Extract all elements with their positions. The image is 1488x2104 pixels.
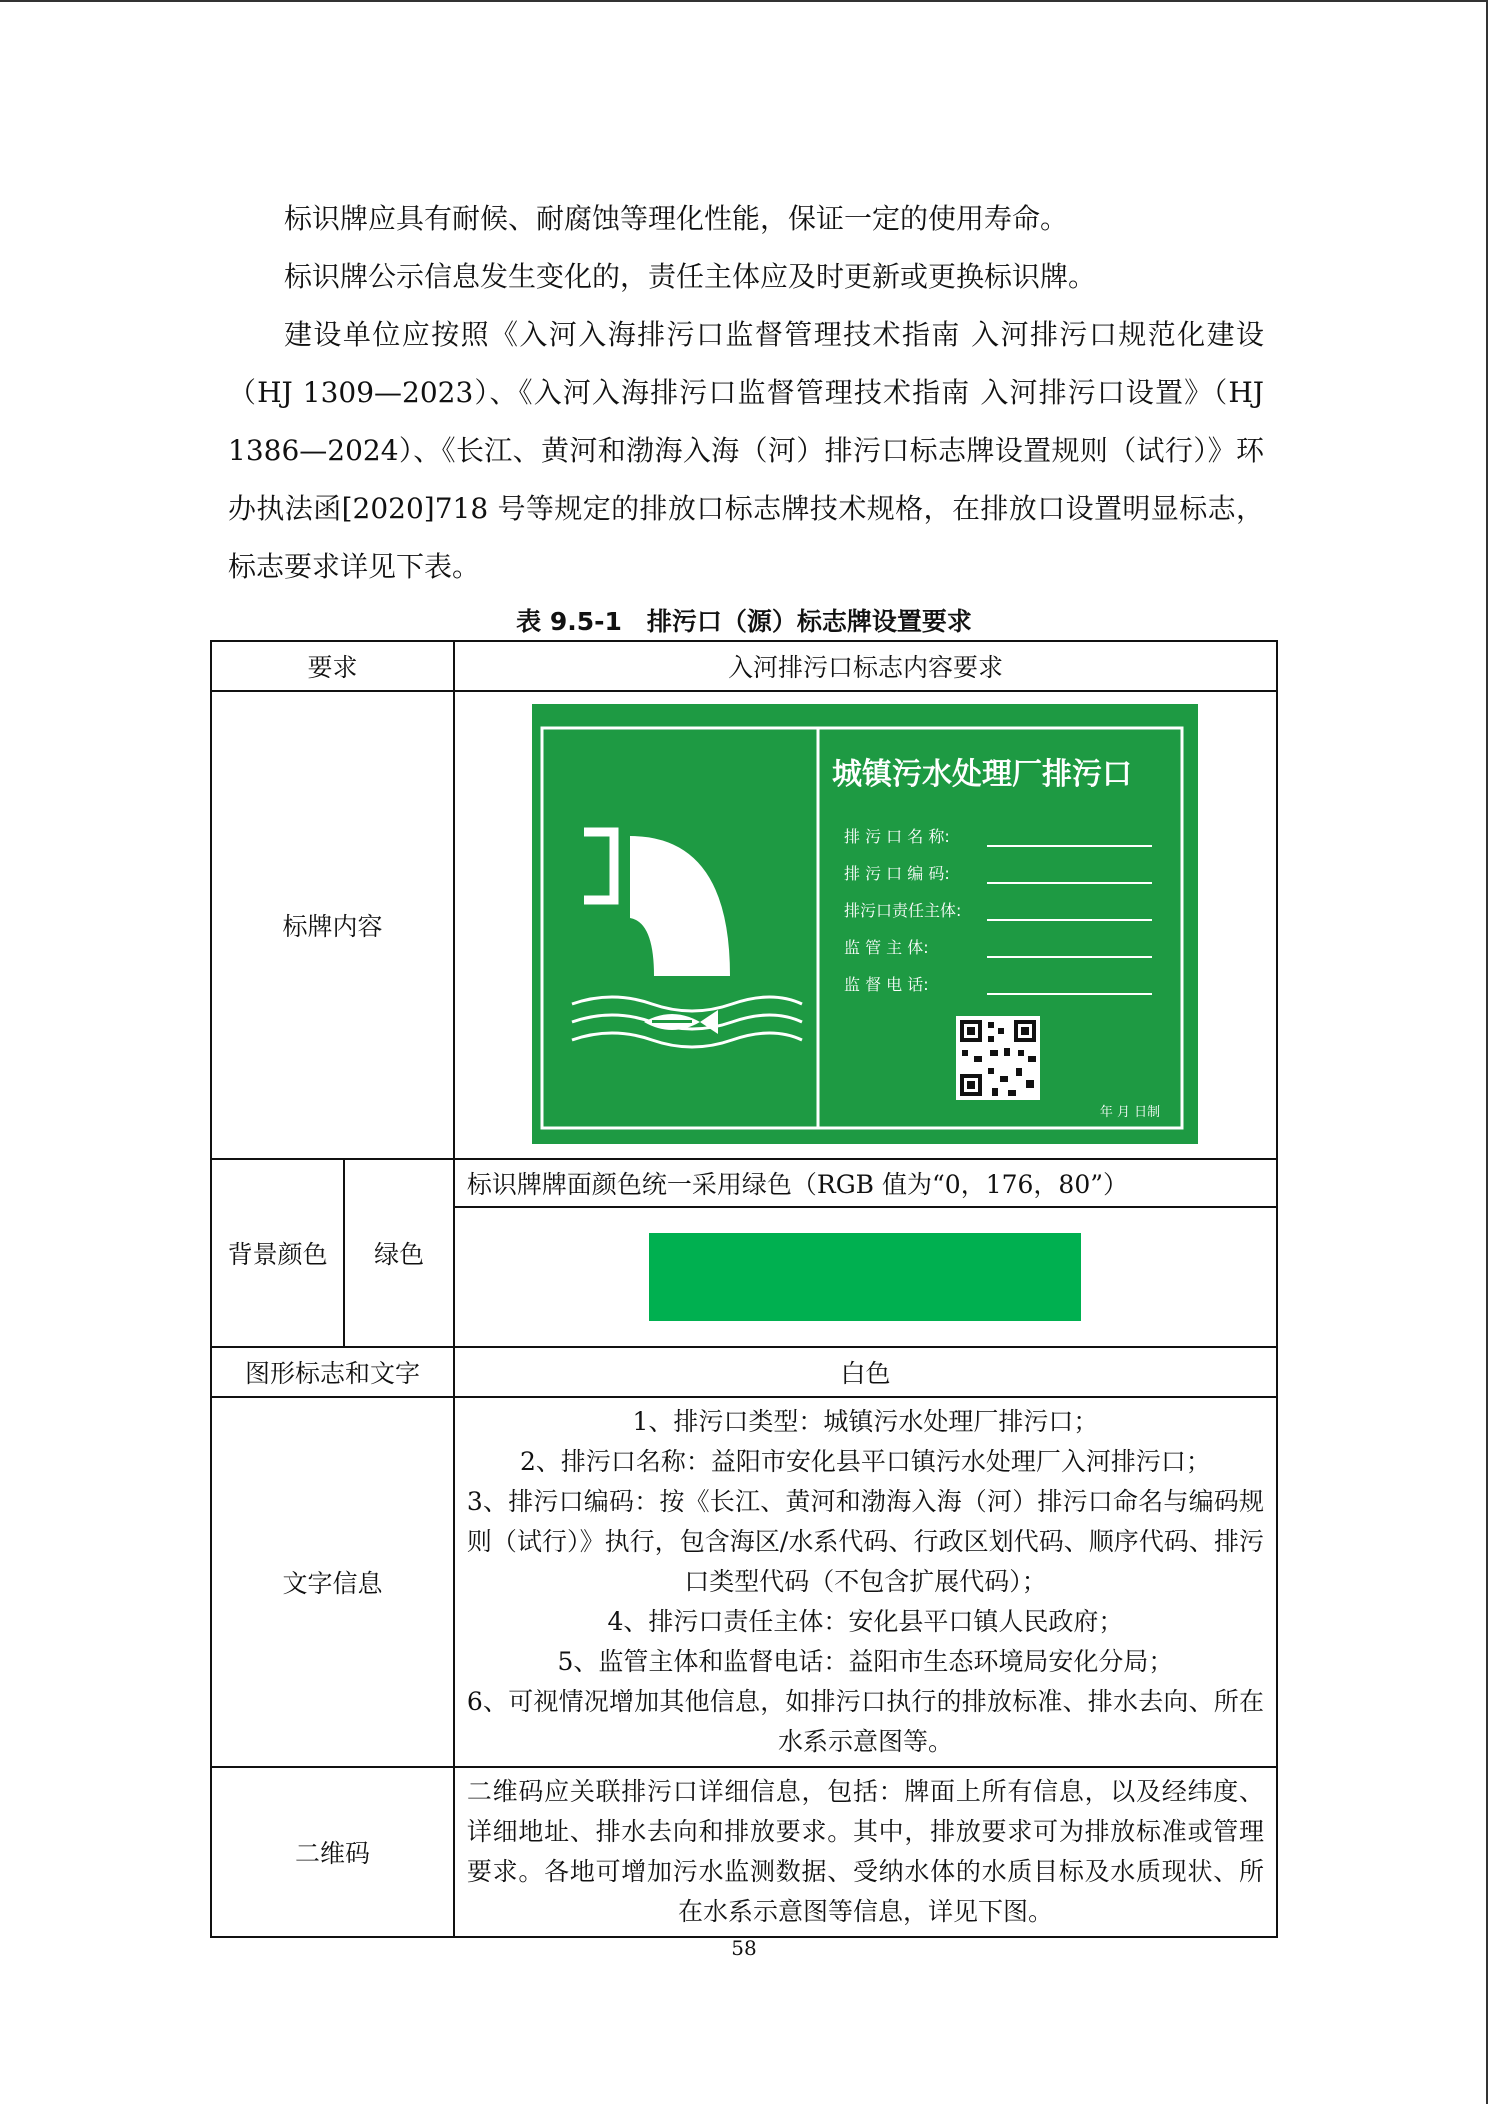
- paragraph-durability: 标识牌应具有耐候、耐腐蚀等理化性能，保证一定的使用寿命。: [284, 202, 1069, 235]
- bg-color-description: 标识牌牌面颜色统一采用绿色（RGB 值为“0，176，80”）: [454, 1159, 1277, 1207]
- green-swatch-cell: [454, 1207, 1277, 1347]
- text-item-2: 2、排污口名称：益阳市安化县平口镇污水处理厂入河排污口；: [519, 1447, 1211, 1476]
- sign-title: 城镇污水处理厂排污口: [832, 757, 1133, 792]
- sign-row: [211, 691, 1277, 1159]
- text-item-5: 5、监管主体和监督电话：益阳市生态环境局安化分局；: [557, 1647, 1174, 1676]
- sign-field-code: 排 污 口 编 码:: [844, 864, 951, 883]
- discharge-sign-image: [532, 704, 1198, 1144]
- bg-color-row-1: [211, 1159, 1277, 1207]
- paragraph-update: 标识牌公示信息发生变化的，责任主体应及时更新或更换标识牌。: [284, 260, 1097, 293]
- graphic-row: [211, 1347, 1277, 1397]
- bg-color-label: 背景颜色: [211, 1159, 344, 1347]
- page-border-top: [0, 0, 1488, 2]
- page-number: 58: [731, 1936, 757, 1960]
- green-color-swatch: [649, 1233, 1081, 1321]
- paragraph-standards: 建设单位应按照《入河入海排污口监督管理技术指南 入河排污口规范化建设（HJ 1309—2023）、《入河入海排污口监督管理技术指南 入河排污口设置》（HJ 1386—2024）、《长江、黄河和渤海入海（河）排污口标志牌设置规则（试行）》环办执法函[2020]718 号等规定的排放口标志牌技术规格，在排放口设置明显标志，标志要求详见下表。: [228, 318, 1264, 583]
- graphic-value: 白色: [454, 1347, 1277, 1397]
- header-requirement: 要求: [211, 641, 454, 691]
- requirements-table: [210, 640, 1278, 1938]
- sign-field-responsible: 排污口责任主体:: [844, 901, 962, 920]
- text-item-3: 3、排污口编码：按《长江、黄河和渤海入海（河）排污口命名与编码规则（试行）》执行，包含海区/水系代码、行政区划代码、顺序代码、排污口类型代码（不包含扩展代码）；: [466, 1487, 1264, 1596]
- sign-cell: [454, 691, 1277, 1159]
- table-header-row: [211, 641, 1277, 691]
- sign-footer-date: 年 月 日制: [1100, 1105, 1161, 1120]
- header-content: 入河排污口标志内容要求: [454, 641, 1277, 691]
- qr-description: 二维码应关联排污口详细信息，包括：牌面上所有信息，以及经纬度、详细地址、排水去向和排放要求。其中，排放要求可为排放标准或管理要求。各地可增加污水监测数据、受纳水体的水质目标及水质现状、所在水系示意图等信息，详见下图。: [466, 1777, 1264, 1926]
- sign-field-phone: 监 督 电 话:: [844, 975, 930, 994]
- text-info-label: 文字信息: [211, 1397, 454, 1767]
- table-caption: 表 9.5-1 排污口（源）标志牌设置要求: [516, 607, 972, 636]
- text-item-1: 1、排污口类型：城镇污水处理厂排污口；: [632, 1407, 1099, 1436]
- text-item-6: 6、可视情况增加其他信息，如排污口执行的排放标准、排水去向、所在水系示意图等。: [466, 1687, 1264, 1756]
- text-info-content: [454, 1397, 1277, 1767]
- sign-field-name: 排 污 口 名 称:: [844, 827, 951, 846]
- text-info-row: [211, 1397, 1277, 1767]
- graphic-label: 图形标志和文字: [211, 1347, 454, 1397]
- qr-label: 二维码: [211, 1767, 454, 1937]
- sign-field-supervisor: 监 管 主 体:: [844, 938, 930, 957]
- qr-content: [454, 1767, 1277, 1937]
- qr-code-icon: [956, 1016, 1040, 1100]
- qr-row: [211, 1767, 1277, 1937]
- sign-row-label: 标牌内容: [211, 691, 454, 1159]
- bg-color-sublabel: 绿色: [344, 1159, 454, 1347]
- text-item-4: 4、排污口责任主体：安化县平口镇人民政府；: [607, 1607, 1124, 1636]
